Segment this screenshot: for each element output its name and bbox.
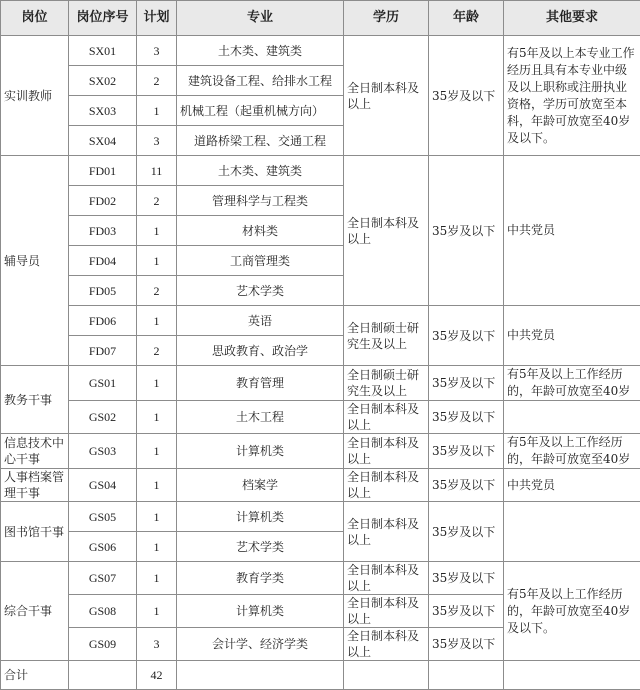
- code-cell: FD06: [69, 306, 137, 336]
- age-cell: 35岁及以下: [429, 595, 504, 628]
- total-row: [1, 661, 640, 690]
- group-zonghe: 综合干事: [1, 562, 69, 661]
- major-cell: 道路桥梁工程、交通工程: [177, 126, 344, 156]
- plan-cell: 2: [137, 336, 177, 366]
- code-cell: SX03: [69, 96, 137, 126]
- requirement-cell: 中共党员: [504, 156, 640, 306]
- requirement-cell: 有5年及以上工作经历的，年龄可放宽至40岁: [504, 434, 640, 469]
- plan-cell: 1: [137, 434, 177, 469]
- table-row: [1, 306, 640, 336]
- major-cell: 材料类: [177, 216, 344, 246]
- table-row: [1, 156, 640, 186]
- total-empty-cell: [177, 661, 344, 690]
- group-tushu: 图书馆干事: [1, 502, 69, 562]
- education-cell: 全日制本科及以上: [344, 595, 429, 628]
- major-cell: 艺术学类: [177, 276, 344, 306]
- major-cell: 计算机类: [177, 434, 344, 469]
- code-cell: GS03: [69, 434, 137, 469]
- header-age: 年龄: [429, 1, 504, 36]
- age-cell: 35岁及以下: [429, 628, 504, 661]
- code-cell: SX04: [69, 126, 137, 156]
- plan-cell: 1: [137, 96, 177, 126]
- group-shixun: 实训教师: [1, 36, 69, 156]
- major-cell: 土木类、建筑类: [177, 156, 344, 186]
- major-cell: 英语: [177, 306, 344, 336]
- table-row: [1, 502, 640, 532]
- major-cell: 教育学类: [177, 562, 344, 595]
- plan-cell: 1: [137, 562, 177, 595]
- code-cell: GS06: [69, 532, 137, 562]
- age-cell: 35岁及以下: [429, 366, 504, 401]
- code-cell: FD03: [69, 216, 137, 246]
- plan-cell: 3: [137, 126, 177, 156]
- age-cell: 35岁及以下: [429, 156, 504, 306]
- major-cell: 管理科学与工程类: [177, 186, 344, 216]
- requirement-cell: 有5年及以上工作经历的，年龄可放宽至40岁: [504, 366, 640, 401]
- table-row: [1, 434, 640, 469]
- age-cell: 35岁及以下: [429, 562, 504, 595]
- education-cell: 全日制硕士研究生及以上: [344, 306, 429, 366]
- plan-cell: 3: [137, 628, 177, 661]
- education-cell: 全日制本科及以上: [344, 401, 429, 434]
- requirement-cell: 中共党员: [504, 306, 640, 366]
- age-cell: 35岁及以下: [429, 401, 504, 434]
- code-cell: SX02: [69, 66, 137, 96]
- requirement-cell: 有5年及以上本专业工作经历且具有本专业中级及以上职称或注册执业资格，学历可放宽至本科，年龄可放宽至40岁及以下。: [504, 36, 640, 156]
- total-label: 合计: [1, 661, 69, 690]
- plan-cell: 1: [137, 401, 177, 434]
- header-position: 岗位: [1, 1, 69, 36]
- major-cell: 建筑设备工程、给排水工程: [177, 66, 344, 96]
- total-empty-cell: [69, 661, 137, 690]
- age-cell: 35岁及以下: [429, 469, 504, 502]
- total-empty-cell: [429, 661, 504, 690]
- plan-cell: 1: [137, 532, 177, 562]
- code-cell: GS05: [69, 502, 137, 532]
- education-cell: 全日制本科及以上: [344, 502, 429, 562]
- plan-cell: 11: [137, 156, 177, 186]
- code-cell: GS07: [69, 562, 137, 595]
- education-cell: 全日制本科及以上: [344, 156, 429, 306]
- group-fudao: 辅导员: [1, 156, 69, 366]
- major-cell: 档案学: [177, 469, 344, 502]
- code-cell: FD02: [69, 186, 137, 216]
- code-cell: GS09: [69, 628, 137, 661]
- plan-cell: 1: [137, 595, 177, 628]
- code-cell: GS04: [69, 469, 137, 502]
- total-value: 42: [137, 661, 177, 690]
- education-cell: 全日制本科及以上: [344, 562, 429, 595]
- code-cell: GS02: [69, 401, 137, 434]
- plan-cell: 1: [137, 216, 177, 246]
- plan-cell: 3: [137, 36, 177, 66]
- major-cell: 会计学、经济学类: [177, 628, 344, 661]
- education-cell: 全日制本科及以上: [344, 434, 429, 469]
- age-cell: 35岁及以下: [429, 36, 504, 156]
- age-cell: 35岁及以下: [429, 434, 504, 469]
- group-xinxi: 信息技术中心干事: [1, 434, 69, 469]
- table-row: [1, 469, 640, 502]
- age-cell: 35岁及以下: [429, 502, 504, 562]
- major-cell: 思政教育、政治学: [177, 336, 344, 366]
- code-cell: FD05: [69, 276, 137, 306]
- table-row: [1, 401, 640, 434]
- code-cell: FD07: [69, 336, 137, 366]
- code-cell: GS01: [69, 366, 137, 401]
- plan-cell: 1: [137, 469, 177, 502]
- requirement-cell: 中共党员: [504, 469, 640, 502]
- requirement-cell-empty: [504, 401, 640, 434]
- group-renshi: 人事档案管理干事: [1, 469, 69, 502]
- age-cell: 35岁及以下: [429, 306, 504, 366]
- header-code: 岗位序号: [69, 1, 137, 36]
- education-cell: 全日制本科及以上: [344, 469, 429, 502]
- plan-cell: 1: [137, 502, 177, 532]
- header-row: [1, 1, 640, 36]
- education-cell: 全日制硕士研究生及以上: [344, 366, 429, 401]
- major-cell: 艺术学类: [177, 532, 344, 562]
- education-cell: 全日制本科及以上: [344, 628, 429, 661]
- major-cell: 工商管理类: [177, 246, 344, 276]
- plan-cell: 1: [137, 246, 177, 276]
- major-cell: 土木类、建筑类: [177, 36, 344, 66]
- plan-cell: 1: [137, 366, 177, 401]
- total-empty-cell: [504, 661, 640, 690]
- requirement-cell: 有5年及以上工作经历的，年龄可放宽至40岁及以下。: [504, 562, 640, 661]
- code-cell: SX01: [69, 36, 137, 66]
- major-cell: 计算机类: [177, 595, 344, 628]
- plan-cell: 2: [137, 276, 177, 306]
- major-cell: 教育管理: [177, 366, 344, 401]
- major-cell: 机械工程（起重机械方向）: [177, 96, 344, 126]
- table-row: [1, 562, 640, 595]
- education-cell: 全日制本科及以上: [344, 36, 429, 156]
- code-cell: GS08: [69, 595, 137, 628]
- header-plan: 计划: [137, 1, 177, 36]
- plan-cell: 2: [137, 66, 177, 96]
- code-cell: FD04: [69, 246, 137, 276]
- header-other-requirements: 其他要求: [504, 1, 640, 36]
- plan-cell: 2: [137, 186, 177, 216]
- plan-cell: 1: [137, 306, 177, 336]
- header-education: 学历: [344, 1, 429, 36]
- major-cell: 计算机类: [177, 502, 344, 532]
- requirement-cell-empty: [504, 502, 640, 562]
- table-row: [1, 36, 640, 66]
- major-cell: 土木工程: [177, 401, 344, 434]
- header-major: 专业: [177, 1, 344, 36]
- table-row: [1, 366, 640, 401]
- total-empty-cell: [344, 661, 429, 690]
- code-cell: FD01: [69, 156, 137, 186]
- group-jiaowu: 教务干事: [1, 366, 69, 434]
